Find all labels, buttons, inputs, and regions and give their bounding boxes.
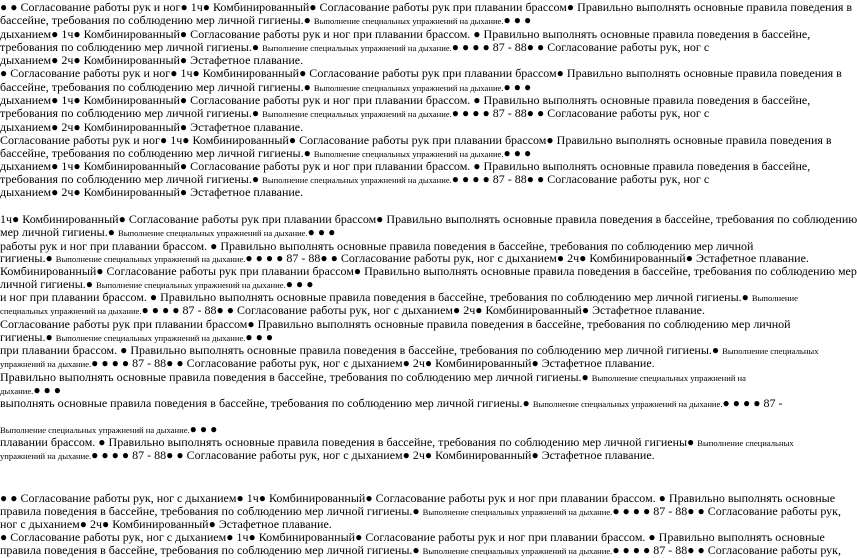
- small-text-segment: упражнений на дыхание.: [0, 451, 92, 461]
- small-text-segment: Выполнение: [751, 293, 798, 303]
- text-line: [0, 120, 816, 134]
- text-line: [0, 106, 816, 120]
- text-segment: ● ● ●: [503, 13, 532, 27]
- text-segment: 1ч● Комбинированный● Согласование работы рук при плавании брассом● Правильно выполнять основные правила поведения в бассейне, требования по соблюдению: [0, 212, 857, 226]
- small-text-segment: Выполнение специальных: [722, 346, 819, 356]
- text-line: [0, 251, 816, 265]
- text-line: [0, 330, 816, 344]
- small-text-segment: Выполнение специальных упражнений на дыхание.: [262, 43, 452, 53]
- text-segment: ● ● ●: [189, 422, 218, 436]
- small-text-segment: Выполнение специальных упражнений на дыхание.: [313, 149, 504, 159]
- text-line: [0, 27, 816, 41]
- text-segment: требования по соблюдению мер личной гигиены.●: [0, 172, 263, 186]
- text-segment: гигиены.●: [0, 330, 56, 344]
- text-segment: дыханием● 1ч● Комбинированный● Согласование работы рук и ног при плавании брассом. ● Правильно выполнять основные правила поведения в бассейне,: [0, 93, 811, 107]
- text-line: [0, 159, 816, 173]
- text-segment: дыханием● 1ч● Комбинированный● Согласование работы рук и ног при плавании брассом. ● Правильно выполнять основные правила поведения в бассейне,: [0, 27, 811, 41]
- text-line: [0, 0, 853, 14]
- text-segment: гигиены.●: [0, 251, 56, 265]
- text-segment: Правильно выполнять основные правила поведения в бассейне, требования по соблюдению мер личной гигиены.●: [0, 370, 592, 384]
- small-text-segment: дыхание.: [0, 386, 34, 396]
- text-segment: ● ● ● ● 87 -: [722, 396, 783, 410]
- text-segment: требования по соблюдению мер личной гигиены.●: [0, 40, 263, 54]
- text-line: [0, 383, 816, 397]
- text-line: [0, 146, 816, 160]
- small-text-segment: Выполнение специальных упражнений на дыхание.: [96, 280, 286, 290]
- text-segment: дыханием● 1ч● Комбинированный● Согласование работы рук и ног при плавании брассом. ● Правильно выполнять основные правила поведения в бассейне,: [0, 159, 811, 173]
- text-segment: ног с дыханием● 2ч● Комбинированный● Эстафетное плавание.: [0, 517, 332, 531]
- small-text-segment: Выполнение специальных упражнений на дыхание.: [262, 175, 452, 185]
- text-line: [0, 277, 816, 291]
- text-segment: ● ● ● ● 87 - 88● ● Согласование работы рук, ног с дыханием● 2ч● Комбинированный● Эстафетное плавание.: [91, 448, 655, 462]
- text-line: [0, 422, 816, 436]
- text-line: [0, 370, 816, 384]
- text-line: [0, 504, 842, 518]
- text-segment: ● ● ●: [503, 146, 532, 160]
- text-segment: дыханием● 2ч● Комбинированный● Эстафетное плавание.: [0, 53, 304, 67]
- text-segment: ● ● ● ● 87 - 88● ● Согласование работы рук, ног с дыханием● 2ч● Комбинированный● Эстафетное плавание.: [141, 303, 706, 317]
- small-text-segment: специальных упражнений на дыхание.: [0, 306, 142, 316]
- text-segment: ● ● ● ● 87 - 88● ● Согласование работы рук, ног с дыханием● 2ч● Комбинированный● Эстафетное плавание.: [91, 356, 655, 370]
- text-segment: правила поведения в бассейне, требования по соблюдению мер личной гигиены.●: [0, 543, 423, 557]
- text-segment: дыханием● 2ч● Комбинированный● Эстафетное плавание.: [0, 185, 304, 199]
- text-segment: ● ● ● ● 87 - 88● ● Согласование работы рук, ног с дыханием● 2ч● Комбинированный● Эстафетное плавание.: [245, 251, 809, 265]
- text-segment: Согласование работы рук при плавании брассом● Правильно выполнять основные правила поведения в бассейне, требования по соблюдению мер личной: [0, 317, 791, 331]
- text-segment: Комбинированный● Согласование работы рук при плавании брассом● Правильно выполнять основные правила поведения в бассейне, требования по соблюдению мер: [0, 264, 857, 278]
- text-segment: ● Согласование работы рук и ног● 1ч● Комбинированный● Согласование работы рук при плавании брассом● Правильно выполнять основные правила поведения в: [0, 66, 842, 80]
- text-line: [0, 448, 816, 462]
- text-segment: личной гигиены.●: [0, 277, 97, 291]
- text-segment: ● ● ● ● 87 - 88● ● Согласование работы рук, ног с: [451, 40, 710, 54]
- text-segment: ● ● Согласование работы рук, ног с дыханием● 1ч● Комбинированный● Согласование работы рук и ног при плавании брассом. ● Правильно выполнять основные: [0, 491, 836, 505]
- text-line: [0, 93, 816, 107]
- text-segment: плавании брассом. ● Правильно выполнять основные правила поведения в бассейне, требования по соблюдению мер личной гигиены●: [0, 435, 698, 449]
- text-line: [0, 491, 836, 505]
- text-line: [0, 343, 819, 357]
- text-line: [0, 435, 816, 449]
- small-text-segment: Выполнение специальных упражнений на дыхание.: [262, 109, 452, 119]
- small-text-segment: Выполнение специальных упражнений на дыхание.: [422, 546, 613, 556]
- text-segment: ● ● ●: [503, 80, 532, 94]
- small-text-segment: Выполнение специальных упражнений на дыхание.: [422, 507, 613, 517]
- text-segment: правила поведения в бассейне, требования по соблюдению мер личной гигиены.●: [0, 504, 423, 518]
- text-line: [0, 13, 816, 27]
- text-segment: ● ● ● ● 87 - 88● ● Согласование работы рук,: [612, 543, 842, 557]
- text-segment: и ног при плавании брассом. ● Правильно выполнять основные правила поведения в бассейне, требования по соблюдению мер личной гигиены.●: [0, 290, 752, 304]
- text-line: [0, 80, 816, 94]
- small-text-segment: Выполнение специальных упражнений на дыхание.: [0, 425, 190, 435]
- text-line: [0, 530, 825, 544]
- text-segment: мер личной гигиены.●: [0, 225, 118, 239]
- text-segment: ● ● ●: [245, 330, 274, 344]
- text-segment: ● ● ●: [285, 277, 314, 291]
- text-segment: ● ● ●: [307, 225, 336, 239]
- text-segment: ● ● ●: [33, 383, 62, 397]
- text-line: [0, 66, 842, 80]
- text-line: [0, 317, 816, 331]
- text-line: [0, 303, 816, 317]
- small-text-segment: упражнений на дыхание.: [0, 359, 92, 369]
- text-line: [0, 543, 842, 557]
- text-line: [0, 517, 816, 531]
- text-line: [0, 40, 816, 54]
- text-line: [0, 225, 816, 239]
- small-text-segment: Выполнение специальных упражнений на дыхание.: [313, 16, 504, 26]
- text-segment: выполнять основные правила поведения в бассейне, требования по соблюдению мер личной гигиены.●: [0, 396, 533, 410]
- text-segment: ● ● ● ● 87 - 88● ● Согласование работы рук, ног с: [451, 172, 710, 186]
- small-text-segment: Выполнение специальных упражнений на дыхание.: [117, 228, 308, 238]
- small-text-segment: Выполнение специальных упражнений на: [591, 373, 746, 383]
- text-segment: ● ● Согласование работы рук и ног● 1ч● Комбинированный● Согласование работы рук при плавании брассом● Правильно выполнять основные правила поведения в: [0, 0, 853, 14]
- small-text-segment: Выполнение специальных упражнений на дыхание.: [532, 399, 723, 409]
- small-text-segment: Выполнение специальных: [697, 438, 794, 448]
- text-line: [0, 290, 816, 304]
- text-segment: требования по соблюдению мер личной гигиены.●: [0, 106, 263, 120]
- text-segment: бассейне, требования по соблюдению мер личной гигиены.●: [0, 146, 314, 160]
- text-line: [0, 172, 816, 186]
- text-segment: ● ● ● ● 87 - 88● ● Согласование работы рук, ног с: [451, 106, 710, 120]
- small-text-segment: Выполнение специальных упражнений на дыхание.: [55, 333, 246, 343]
- text-line: [0, 133, 832, 147]
- text-segment: бассейне, требования по соблюдению мер личной гигиены.●: [0, 80, 314, 94]
- text-line: [0, 264, 857, 278]
- text-line: [0, 212, 857, 226]
- text-segment: ● ● ● ● 87 - 88● ● Согласование работы рук,: [612, 504, 842, 518]
- text-line: [0, 53, 816, 67]
- text-line: [0, 356, 816, 370]
- text-line: [0, 185, 816, 199]
- text-segment: при плавании брассом. ● Правильно выполнять основные правила поведения в бассейне, требования по соблюдению мер личной гигиены.●: [0, 343, 723, 357]
- text-segment: работы рук и ног при плавании брассом. ● Правильно выполнять основные правила поведения в бассейне, требования по соблюдению мер личной: [0, 239, 754, 253]
- text-line: [0, 396, 816, 410]
- text-segment: дыханием● 2ч● Комбинированный● Эстафетное плавание.: [0, 120, 304, 134]
- text-segment: Согласование работы рук и ног● 1ч● Комбинированный● Согласование работы рук при плавании брассом● Правильно выполнять основные правила поведения в: [0, 133, 832, 147]
- text-segment: бассейне, требования по соблюдению мер личной гигиены.●: [0, 13, 314, 27]
- small-text-segment: Выполнение специальных упражнений на дыхание.: [55, 254, 246, 264]
- text-segment: ● Согласование работы рук, ног с дыханием● 1ч● Комбинированный● Согласование работы рук и ног при плавании брассом. ● Правильно выполнять основные: [0, 530, 825, 544]
- small-text-segment: Выполнение специальных упражнений на дыхание.: [313, 83, 504, 93]
